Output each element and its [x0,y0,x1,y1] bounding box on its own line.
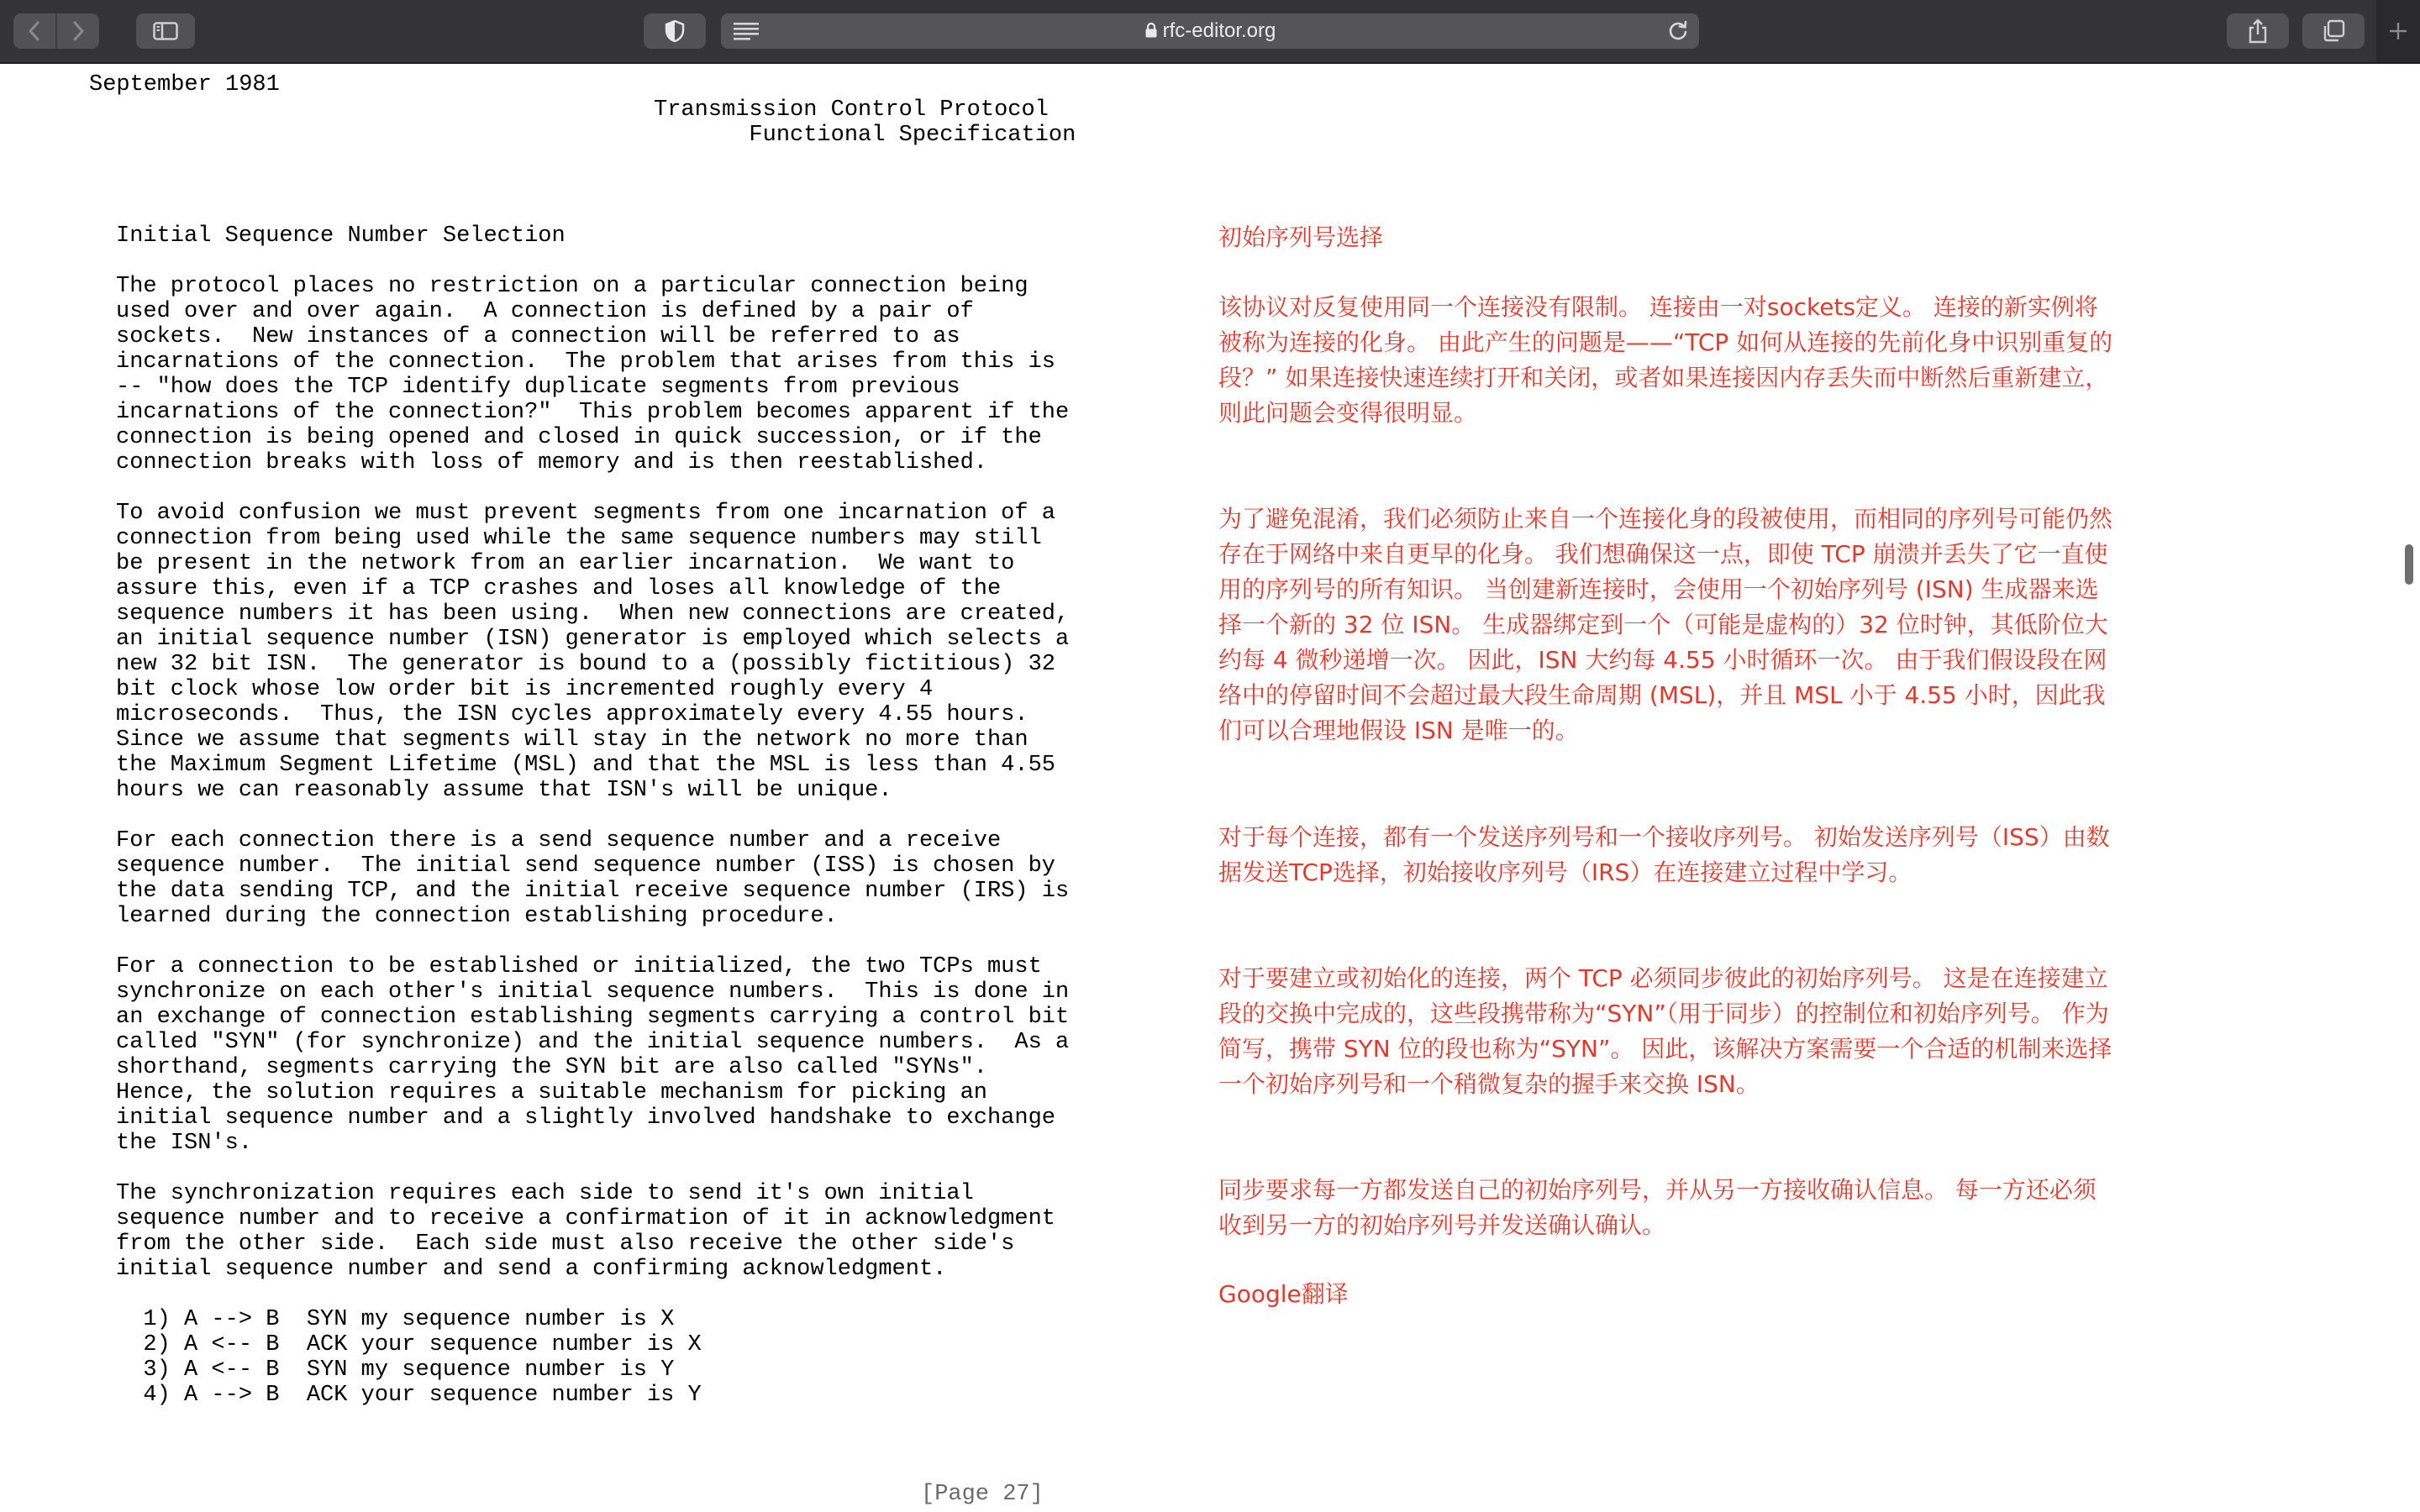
reload-icon[interactable] [1667,20,1689,42]
share-icon [2247,18,2269,44]
rfc-header-title: Transmission Control Protocol Functional Specification [654,97,1076,148]
plus-icon [2387,20,2409,42]
translation-paragraph: 对于每个连接，都有一个发送序列号和一个接收序列号。 初始发送序列号（ISS）由数据发送TCP选择，初始接收序列号（IRS）在连接建立过程中学习。 [1218,823,2110,886]
address-bar[interactable] [721,13,1699,49]
url-text: rfc-editor.org [1162,19,1276,42]
shield-icon [665,19,685,43]
rfc-body-text: Initial Sequence Number Selection The protocol places no restriction on a particular connection being used over and over again. A connection is defined by a pair of sockets. New instances of a connection will be referred to as incarnations of the connection. The problem that arises from this is -- "how does the TCP identify duplicate segments from previous incarnations of the connection?" This problem becomes apparent if the connection is being opened and closed in quick succession, or if the connection breaks with loss of memory and is then reestablished. To avoid confusion we must prevent segments from one incarnation of a connection from being used while the same sequence numbers may still be present in the network from an earlier incarnation. We want to assure this, even if a TCP crashes and loses all knowledge of the sequence numbers it has been using. When new connections are created, an initial sequence number (ISN) generator is employed which selects a new 32 bit ISN. The generator is bound to a (possibly fictitious) 32 bit clock whose low order bit is incremented roughly every 4 microseconds. Thus, the ISN cycles approximately every 4.55 hours. Since we assume that segments will stay in the network no more than the Maximum Segment Lifetime (MSL) and that the MSL is less than 4.55 hours we can reasonably assume that ISN's will be unique. For each connection there is a send sequence number and a receive sequence number. The initial send sequence number (ISS) is chosen by the data sending TCP, and the initial receive sequence number (IRS) is learned during the connection establishing procedure. For a connection to be established or initialized, the two TCPs must synchronize on each other's initial sequence numbers. This is done in an exchange of connection establishing segments carrying a control bit called "SYN" (for synchronize) and the initial sequence numbers. As a shorthand, segments carrying the SYN bit are also called "SYNs". Hence, the solution requires a suitable mechanism for picking an initial sequence number and a slightly involved handshake to exchange the ISN's. The synchronization requires each side to send it's own initial sequence number and to receive a confirmation of it in acknowledgment from the other side. Each side must also receive the other side's initial sequence number and send a confirming acknowledgment. 1) A --> B SYN my sequence number is X 2) A <-- B ACK your sequence number is X 3) A <-- B SYN my sequence number is Y 4) A --> B ACK your sequence number is Y [116,223,1070,1408]
google-translate-link[interactable]: Google翻译 [1218,1280,1349,1308]
forward-button[interactable] [55,13,99,49]
translation-paragraph: 该协议对反复使用同一个连接没有限制。 连接由一对sockets定义。 连接的新实例将被称为连接的化身。 由此产生的问题是——“TCP 如何从连接的先前化身中识别重复的段？” 如果连接快速连续打开和关闭，或者如果连接因内存丢失而中断然后重新建立，则此问题会变得很明显。 [1218,293,2113,427]
translation-paragraph: 为了避免混淆，我们必须防止来自一个连接化身的段被使用，而相同的序列号可能仍然存在于网络中来自更早的化身。 我们想确保这一点，即使 TCP 崩溃并丢失了它一直使用的序列号的所有知识。 当创建新连接时，会使用一个初始序列号 (ISN) 生成器来选择一个新的 32 位 ISN。 生成器绑定到一个（可能是虚构的）32 位时钟，其低阶位大约每 4 微秒递增一次。 因此，ISN 大约每 4.55 小时循环一次。 由于我们假设段在网络中的停留时间不会超过最大段生命周期 (MSL)，并且 MSL 小于 4.55 小时，因此我们可以合理地假设 ISN 是唯一的。 [1218,505,2113,744]
sidebar-icon [153,22,178,40]
page-number: [Page 27] [921,1482,1044,1507]
back-button[interactable] [13,13,55,49]
tabs-icon [2322,19,2345,43]
chevron-right-icon [70,20,87,42]
sidebar-button[interactable] [136,13,195,49]
translation-paragraph: 对于要建立或初始化的连接，两个 TCP 必须同步彼此的初始序列号。 这是在连接建立段的交换中完成的，这些段携带称为“SYN”（用于同步）的控制位和初始序列号。 作为简写，携带 SYN 位的段也称为“SYN”。 因此，该解决方案需要一个合适的机制来选择一个初始序列号和一个稍微复杂的握手来交换 ISN。 [1218,964,2112,1098]
share-button[interactable] [2227,13,2289,49]
rfc-date: September 1981 [89,72,280,97]
privacy-report-button[interactable] [644,13,706,49]
tab-overview-button[interactable] [2302,13,2365,49]
scrollbar-thumb[interactable] [2405,544,2413,585]
translation-title: 初始序列号选择 [1218,223,1384,251]
chevron-left-icon [26,20,43,42]
navigation-buttons [13,13,99,49]
translation-paragraph: 同步要求每一方都发送自己的初始序列号，并从另一方接收确认信息。 每一方还必须收到另一方的初始序列号并发送确认确认。 [1218,1176,2096,1239]
url-display[interactable] [721,13,1699,49]
browser-toolbar [0,0,2420,64]
new-tab-button[interactable] [2376,0,2420,62]
lock-icon [1144,22,1158,39]
